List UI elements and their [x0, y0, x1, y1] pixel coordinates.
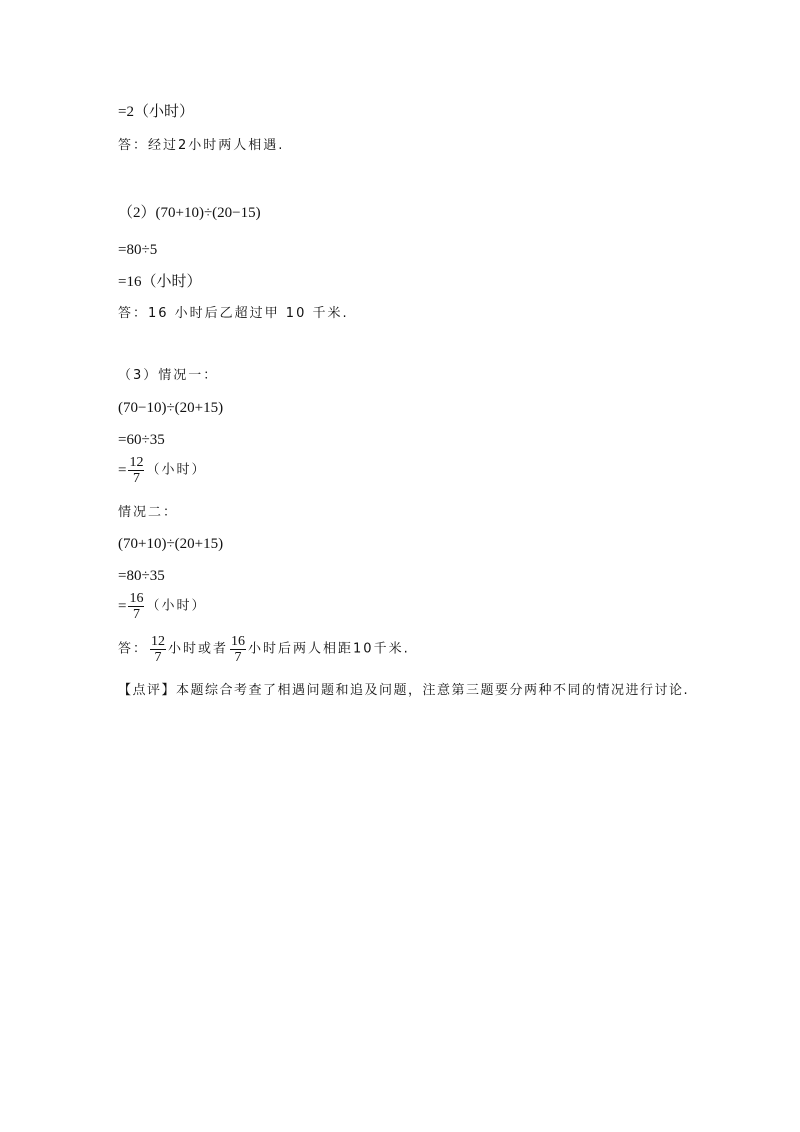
equation-line: =80÷5 [118, 242, 158, 258]
equation-line: =60÷35 [118, 432, 165, 448]
denominator: 7 [132, 471, 140, 486]
numerator: 16 [231, 634, 246, 649]
numerator: 12 [151, 634, 166, 649]
question-2-expression: （2）(70+10)÷(20−15) [118, 205, 261, 221]
answer-line-1: 答：经过2小时两人相遇. [118, 138, 285, 153]
case-2-heading: 情况二： [118, 505, 179, 520]
unit-label: （小时） [146, 462, 207, 478]
answer-suffix: 小时后两人相距10千米. [248, 641, 410, 657]
answer-line-2: 答：16 小时后乙超过甲 10 千米. [118, 306, 349, 321]
denominator: 7 [234, 650, 242, 665]
answer-line-3 [118, 634, 410, 665]
case-2-expression: (70+10)÷(20+15) [118, 536, 224, 552]
fraction [150, 634, 166, 665]
denominator: 7 [154, 650, 162, 665]
fraction-result-1 [118, 455, 206, 486]
numerator: 12 [129, 455, 144, 470]
denominator: 7 [132, 607, 140, 622]
equation-line: =80÷35 [118, 568, 165, 584]
case-1-expression: (70−10)÷(20+15) [118, 400, 224, 416]
numerator: 16 [129, 591, 144, 606]
fraction [128, 591, 144, 622]
comment-line: 【点评】本题综合考查了相遇问题和追及问题，注意第三题要分两种不同的情况进行讨论. [118, 683, 690, 698]
fraction-result-2 [118, 591, 206, 622]
answer-middle: 小时或者 [168, 641, 229, 657]
answer-prefix: 答： [118, 641, 149, 657]
equals-sign: = [118, 598, 127, 615]
fraction [230, 634, 246, 665]
equals-sign: = [118, 462, 127, 479]
question-3-heading: （3）情况一： [118, 368, 219, 383]
equation-line: =16（小时） [118, 274, 202, 290]
fraction [128, 455, 144, 486]
unit-label: （小时） [146, 598, 207, 614]
equation-line: =2（小时） [118, 104, 194, 120]
